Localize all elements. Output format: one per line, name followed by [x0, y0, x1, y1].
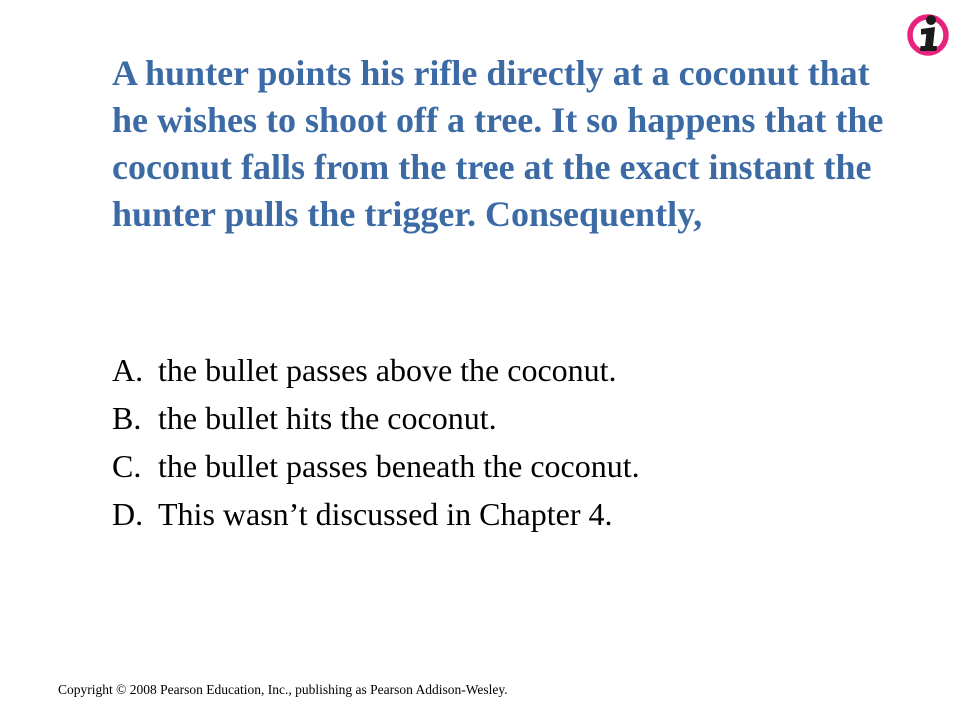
choice-text: This wasn’t discussed in Chapter 4. [158, 496, 613, 532]
question-text: A hunter points his rifle directly at a coconut that he wishes to shoot off a tree. It so happens that the coconut falls from the tree at the exact instant the hunter pulls the trigger. Consequently, [112, 53, 884, 234]
choice-letter: B. [112, 400, 142, 436]
answer-choices [112, 346, 640, 538]
choice-letter: C. [112, 448, 142, 484]
clicker-i-logo-icon [904, 10, 952, 58]
choice-text: the bullet passes beneath the coconut. [158, 448, 640, 484]
choice-letter: D. [112, 496, 144, 532]
choice-d [112, 490, 640, 538]
choice-c [112, 442, 640, 490]
copyright-footer: Copyright © 2008 Pearson Education, Inc., publishing as Pearson Addison-Wesley. [58, 682, 508, 697]
choice-text: the bullet passes above the coconut. [158, 352, 617, 388]
choice-letter: A. [112, 352, 144, 388]
choice-b [112, 394, 640, 442]
choice-text: the bullet hits the coconut. [158, 400, 497, 436]
choice-a [112, 346, 640, 394]
